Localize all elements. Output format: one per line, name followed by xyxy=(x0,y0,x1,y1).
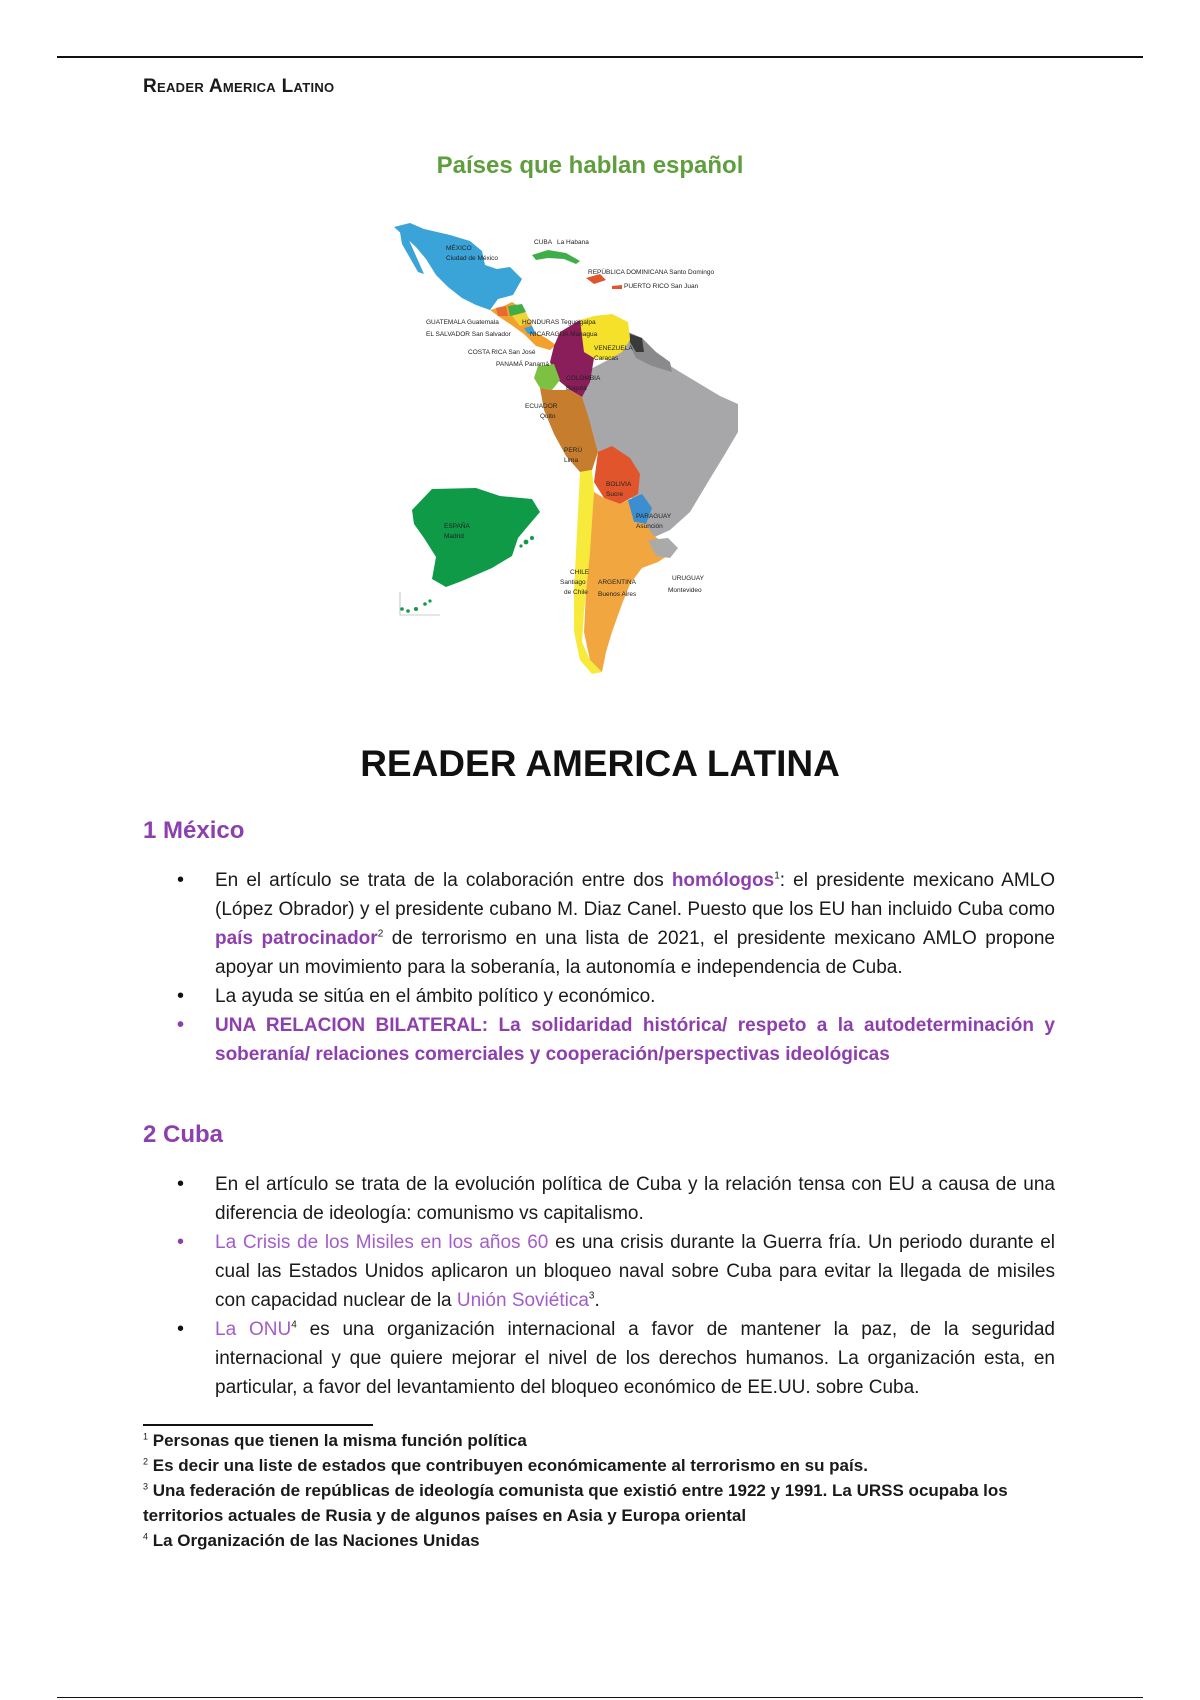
document-title: READER AMERICA LATINA xyxy=(360,743,840,784)
section-heading-mexico: 1 México xyxy=(143,817,245,844)
svg-text:La Habana: La Habana xyxy=(557,239,589,246)
footnote: $^3$ Una federación de repúblicas de ideología comunista que existió entre 1922 y 1991. La URSS ocupaba los territorios actuales de Rusia y de algunos países en Asia y Europa oriental xyxy=(143,1481,1008,1525)
svg-text:ARGENTINA: ARGENTINA xyxy=(598,579,636,586)
svg-text:COLOMBIA: COLOMBIA xyxy=(566,375,601,382)
term-homologos: homólogos xyxy=(671,870,775,891)
map-guatemala xyxy=(496,306,508,316)
svg-text:CHILE: CHILE xyxy=(570,569,590,576)
term-onu: La ONU xyxy=(215,1319,292,1340)
svg-text:Ciudad de México: Ciudad de México xyxy=(446,255,499,262)
svg-text:EL SALVADOR San Salvador: EL SALVADOR San Salvador xyxy=(426,331,511,338)
term-crisis-misiles: La Crisis de los Misiles en los años 60 xyxy=(215,1232,549,1253)
section-list-mexico xyxy=(175,866,1055,1069)
svg-text:HONDURAS Tegucigalpa: HONDURAS Tegucigalpa xyxy=(522,319,596,326)
header-rule xyxy=(57,56,1143,58)
footnote: $^1$ Personas que tienen la misma función política xyxy=(143,1431,527,1450)
term-union-sovietica: Unión Soviética xyxy=(456,1290,589,1311)
svg-text:MÉXICO: MÉXICO xyxy=(446,245,472,252)
svg-text:PARAGUAY: PARAGUAY xyxy=(636,513,672,520)
map-puerto-rico xyxy=(612,285,622,289)
footnote: $^2$ Es decir una liste de estados que contribuyen económicamente al terrorismo en su país. xyxy=(143,1456,868,1475)
svg-text:Sucre: Sucre xyxy=(606,491,623,498)
footnotes xyxy=(143,1428,1063,1553)
map-mexico xyxy=(394,223,522,310)
svg-text:REPÚBLICA DOMINICANA Santo Do: REPÚBLICA DOMINICANA Santo Domingo xyxy=(588,269,715,276)
svg-text:PANAMÁ Panamá: PANAMÁ Panamá xyxy=(496,361,549,368)
svg-text:Madrid: Madrid xyxy=(444,533,464,540)
list-item: • UNA RELACION BILATERAL: La solidaridad histórica/ respeto a la autodeterminación y soberanía/ relaciones comerciales y cooperación/perspectivas ideológicas xyxy=(175,1011,1055,1069)
svg-text:Caracas: Caracas xyxy=(594,355,619,362)
footer-rule xyxy=(57,1697,1143,1698)
svg-text:PUERTO RICO San Juan: PUERTO RICO San Juan xyxy=(624,283,699,290)
svg-text:COSTA RICA San José: COSTA RICA San José xyxy=(468,349,536,356)
footnote-ref: 4 xyxy=(291,1319,297,1331)
svg-text:Lima: Lima xyxy=(564,457,579,464)
running-header: Reader America Latino xyxy=(143,76,335,97)
svg-text:BOLIVIA: BOLIVIA xyxy=(606,481,632,488)
svg-text:URUGUAY: URUGUAY xyxy=(672,575,705,582)
svg-text:CUBA: CUBA xyxy=(534,239,553,246)
list-item: • La ONU$^4$ es una organización internacional a favor de mantener la paz, de la seguridad internacional y que quiere mejorar el nivel de los derechos humanos. La organización esta, en particular, a favor del levantamiento del bloqueo económico de EE.UU. sobre Cuba. xyxy=(175,1315,1055,1402)
svg-text:Buenos Aires: Buenos Aires xyxy=(598,591,637,598)
footnote: $^4$ La Organización de las Naciones Unidas xyxy=(143,1531,480,1550)
svg-text:ESPAÑA: ESPAÑA xyxy=(444,523,470,530)
svg-text:ECUADOR: ECUADOR xyxy=(525,403,558,410)
section-heading-cuba: 2 Cuba xyxy=(143,1121,224,1148)
term-pais-patrocinador: país patrocinador xyxy=(215,928,378,949)
svg-text:Quito: Quito xyxy=(540,413,556,420)
section-list-cuba xyxy=(175,1170,1055,1402)
footnote-separator xyxy=(143,1424,373,1426)
footnote-ref: 1 xyxy=(774,870,780,882)
footnote-ref: 3 xyxy=(588,1290,595,1302)
list-item: • En el artículo se trata de la colaboración entre dos homólogos$^1$: el presidente mexicano AMLO (López Obrador) y el presidente cubano M. Diaz Canel. Puesto que los EU han incluido Cuba como país patrocinador$^2$ de terrorismo en una lista de 2021, el presidente mexicano AMLO propone apoyar un movimiento para la soberanía, la autonomía e independencia de Cuba. xyxy=(175,866,1055,982)
list-item: • La ayuda se sitúa en el ámbito político y económico. xyxy=(175,982,1055,1011)
svg-text:de Chile: de Chile xyxy=(564,589,588,596)
svg-text:PERÚ: PERÚ xyxy=(564,447,583,454)
map-title: Países que hablan español xyxy=(436,152,744,179)
map-canary-box xyxy=(400,592,440,615)
map-cuba xyxy=(532,250,580,264)
svg-text:Asunción: Asunción xyxy=(636,523,663,530)
map-spain xyxy=(412,488,540,587)
svg-text:VENEZUELA: VENEZUELA xyxy=(594,345,633,352)
svg-text:Santiago: Santiago xyxy=(560,579,586,586)
list-item: • En el artículo se trata de la evolución política de Cuba y la relación tensa con EU a causa de una diferencia de ideología: comunismo vs capitalismo. xyxy=(175,1170,1055,1228)
footnote-ref: 2 xyxy=(377,928,384,940)
svg-text:GUATEMALA Guatemala: GUATEMALA Guatemala xyxy=(426,319,499,326)
spanish-speaking-countries-map xyxy=(380,212,820,707)
svg-text:NICARAGUA Managua: NICARAGUA Managua xyxy=(530,331,598,338)
list-item: • La Crisis de los Misiles en los años 60 es una crisis durante la Guerra fría. Un periodo durante el cual las Estados Unidos aplicaron un bloqueo naval sobre Cuba para evitar la llegada de misiles con capacidad nuclear de la Unión Soviética$^3$. xyxy=(175,1228,1055,1315)
svg-text:Bogotá: Bogotá xyxy=(566,385,587,392)
svg-text:Montevideo: Montevideo xyxy=(668,587,702,594)
